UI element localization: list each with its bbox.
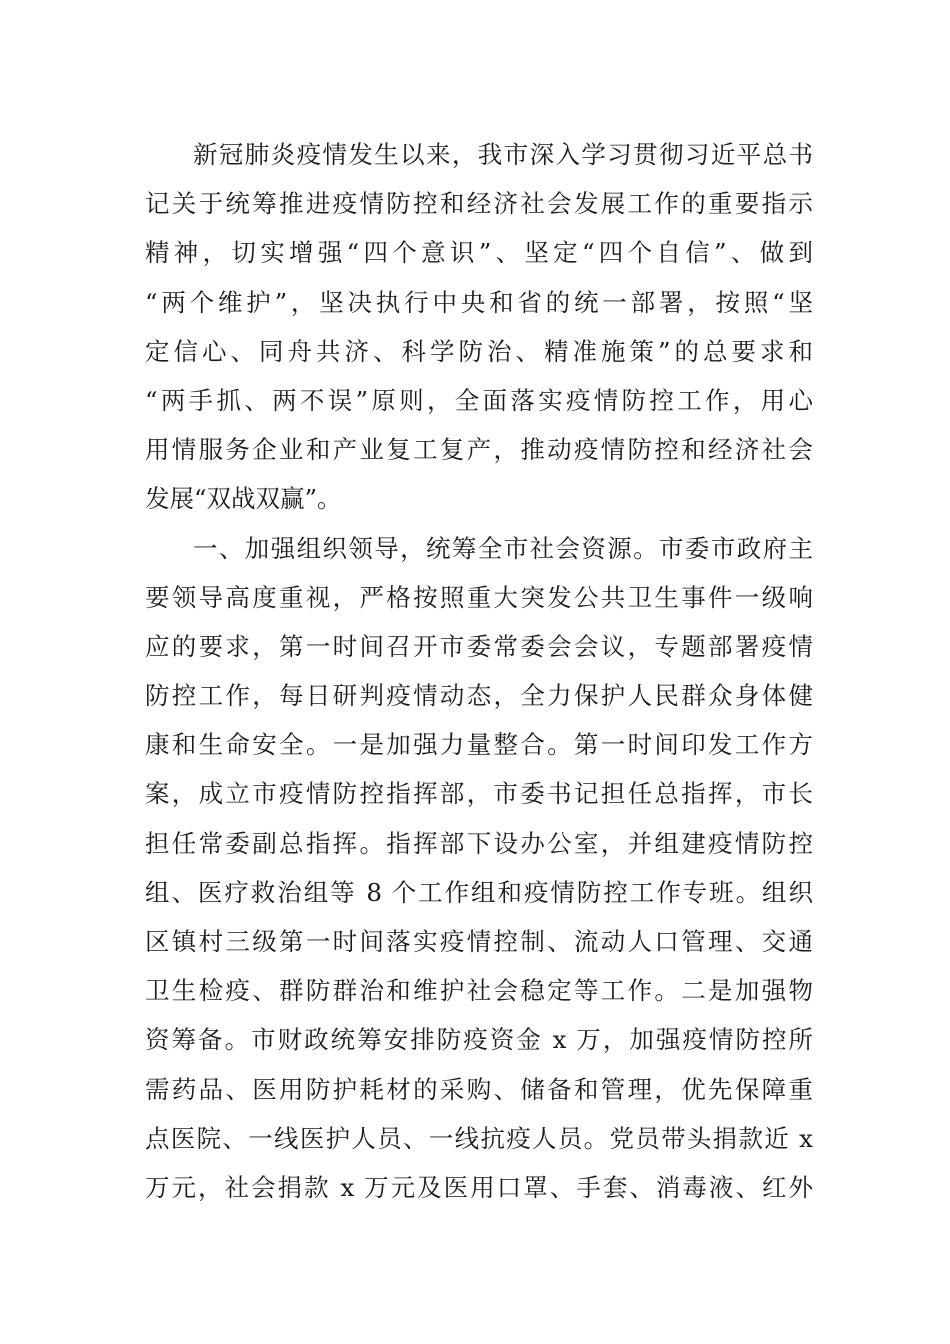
section-heading-line: 一、加强组织领导，统筹全市社会资源。市委市政府主 <box>193 533 813 563</box>
paragraph-section-one <box>145 524 813 1213</box>
text-line: 防控工作，每日研判疫情动态，全力保护人民群众身体健 <box>145 681 813 711</box>
text-line: 记关于统筹推进疫情防控和经济社会发展工作的重要指示 <box>145 189 813 219</box>
text-line: 应的要求，第一时间召开市委常委会会议，专题部署疫情 <box>145 631 813 661</box>
text-line: 担任常委副总指挥。指挥部下设办公室，并组建疫情防控 <box>145 828 813 858</box>
text-line: 发展“双战双赢”。 <box>145 484 342 514</box>
text-line: 万元，社会捐款 x 万元及医用口罩、手套、消毒液、红外 <box>145 1172 813 1202</box>
text-line: 新冠肺炎疫情发生以来，我市深入学习贯彻习近平总书 <box>193 140 813 169</box>
text-line: 卫生检疫、群防群治和维护社会稳定等工作。二是加强物 <box>145 976 813 1006</box>
text-line: 组、医疗救治组等 8 个工作组和疫情防控工作专班。组织 <box>145 877 813 907</box>
text-line: 要领导高度重视，严格按照重大突发公共卫生事件一级响 <box>145 582 813 612</box>
text-line: 用情服务企业和产业复工复产，推动疫情防控和经济社会 <box>145 435 813 465</box>
text-line: 资筹备。市财政统筹安排防疫资金 x 万，加强疫情防控所 <box>145 1025 813 1055</box>
text-line: 需药品、医用防护耗材的采购、储备和管理，优先保障重 <box>145 1074 813 1104</box>
text-line: 案，成立市疫情防控指挥部，市委书记担任总指挥，市长 <box>145 779 813 809</box>
text-line: 康和生命安全。一是加强力量整合。第一时间印发工作方 <box>145 730 813 760</box>
text-line: 定信心、同舟共济、科学防治、精准施策”的总要求和 <box>145 336 813 366</box>
text-line: 区镇村三级第一时间落实疫情控制、流动人口管理、交通 <box>145 927 813 956</box>
text-line: 精神，切实增强“四个意识”、坚定“四个自信”、做到 <box>145 238 813 268</box>
paragraph-intro <box>145 130 813 524</box>
document-body <box>145 130 813 1212</box>
text-line: “两手抓、两不误”原则，全面落实疫情防控工作，用心 <box>145 385 813 415</box>
text-line: “两个维护”，坚决执行中央和省的统一部署，按照“坚 <box>145 287 813 317</box>
text-line: 点医院、一线医护人员、一线抗疫人员。党员带头捐款近 x <box>145 1123 813 1153</box>
